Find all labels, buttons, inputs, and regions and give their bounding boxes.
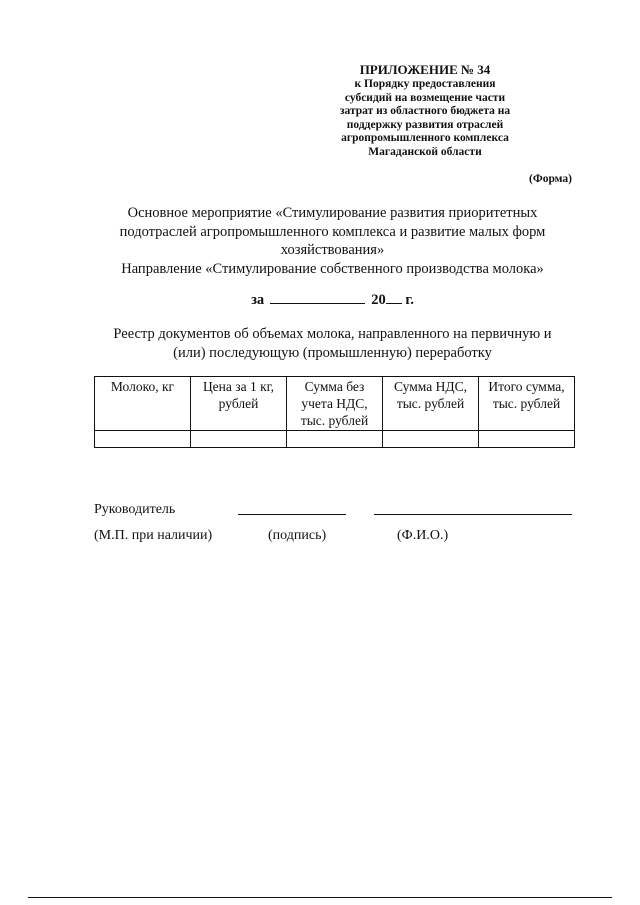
table-cell[interactable] <box>383 431 479 448</box>
period-year-prefix: 20 <box>371 292 386 308</box>
period-blank-field[interactable] <box>270 289 365 304</box>
header-total: Итого сумма, тыс. рублей <box>479 377 575 431</box>
appendix-line: субсидий на возмещение части <box>344 91 506 104</box>
appendix-title: ПРИЛОЖЕНИЕ № 34 <box>359 62 491 77</box>
registry-line: (или) последующую (промышленную) переработку <box>173 344 492 361</box>
page-bottom-rule <box>28 897 612 898</box>
appendix-line: агропромышленного комплекса <box>341 132 509 145</box>
header-price: Цена за 1 кг, рублей <box>191 377 287 431</box>
table-header-row <box>95 377 575 431</box>
form-label: (Форма) <box>528 173 572 185</box>
appendix-line: Магаданской области <box>368 145 482 158</box>
period-suffix: г. <box>405 292 414 308</box>
direction-line: Направление «Стимулирование собственного производства молока» <box>121 260 544 277</box>
header-sum-excl-vat: Сумма без учета НДС, тыс. рублей <box>287 377 383 431</box>
appendix-line: затрат из областного бюджета на <box>339 105 511 118</box>
head-label: Руководитель <box>94 502 176 517</box>
signature-caption: (подпись) <box>268 528 327 543</box>
registry-title <box>90 325 575 362</box>
registry-line: Реестр документов об объемах молока, направленного на первичную и <box>113 326 552 342</box>
table-cell[interactable] <box>479 431 575 448</box>
stamp-caption: (М.П. при наличии) <box>94 528 213 543</box>
event-line: хозяйствования» <box>280 242 385 258</box>
event-line: подотраслей агропромышленного комплекса и развитие малых форм <box>119 223 546 240</box>
fio-caption: (Ф.И.О.) <box>397 528 449 543</box>
table-row <box>95 431 575 448</box>
table-cell[interactable] <box>287 431 383 448</box>
header-milk-kg: Молоко, кг <box>95 377 191 431</box>
name-line[interactable] <box>374 514 572 515</box>
period-prefix: за <box>251 292 265 308</box>
period-year-blank-field[interactable] <box>386 289 402 304</box>
event-line: Основное мероприятие «Стимулирование развития приоритетных <box>127 205 538 221</box>
table-cell[interactable] <box>95 431 191 448</box>
signature-line[interactable] <box>238 514 346 515</box>
event-title <box>90 204 575 278</box>
header-vat: Сумма НДС, тыс. рублей <box>383 377 479 431</box>
registry-table <box>94 376 575 448</box>
table-cell[interactable] <box>191 431 287 448</box>
appendix-block <box>300 62 550 160</box>
period-line <box>90 289 575 309</box>
appendix-line: к Порядку предоставления <box>354 78 496 90</box>
appendix-line: поддержку развития отраслей <box>346 118 504 131</box>
